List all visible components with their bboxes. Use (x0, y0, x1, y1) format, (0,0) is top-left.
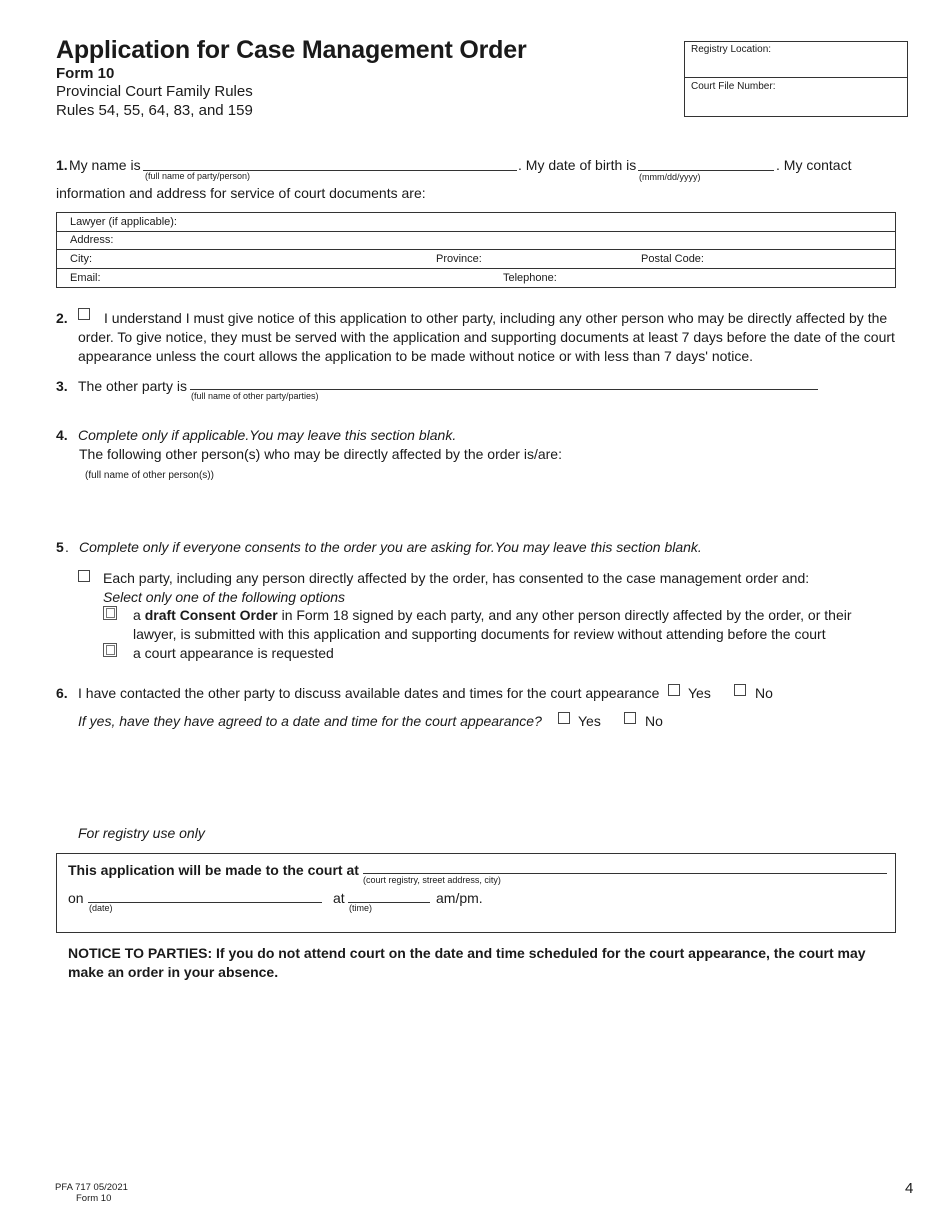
court-file-number-field[interactable] (685, 79, 907, 94)
section-2-number: 2. (56, 310, 68, 326)
dob-hint: (mmm/dd/yyyy) (639, 172, 701, 182)
registry-use-label: For registry use only (78, 825, 205, 841)
notice-checkbox[interactable] (78, 308, 90, 320)
date-hint: (date) (89, 903, 113, 913)
section-5-dot: . (65, 539, 69, 555)
consent-text: Each party, including any person directly affected by the order, has consented to the case management order and: (103, 570, 810, 586)
footer-form: Form 10 (76, 1193, 112, 1204)
option-2-text: a court appearance is requested (133, 645, 334, 661)
page-title: Application for Case Management Order (56, 36, 527, 64)
postal-code-label: Postal Code: (641, 253, 704, 265)
date-line[interactable] (88, 902, 322, 903)
section-4-text: The following other person(s) who may be directly affected by the order is/are: (79, 446, 562, 462)
draft-consent-order-checkbox[interactable] (103, 606, 117, 620)
telephone-label: Telephone: (503, 272, 557, 284)
section-6-text: I have contacted the other party to discuss available dates and times for the court appearance (78, 685, 660, 701)
consent-checkbox[interactable] (78, 570, 90, 582)
time-hint: (time) (349, 903, 372, 913)
province-label: Province: (436, 253, 482, 265)
made-to-court-text: This application will be made to the court at (68, 862, 359, 878)
registry-box (684, 41, 908, 117)
contacted-no-label: No (755, 685, 773, 701)
address-label: Address: (70, 234, 114, 246)
other-persons-hint: (full name of other person(s)) (85, 470, 214, 481)
lawyer-row[interactable] (57, 213, 895, 232)
section-1-line2: information and address for service of court documents are: (56, 185, 426, 201)
section-1-contact-text: . My contact (776, 157, 852, 173)
draft-consent-order-label: draft Consent Order (144, 607, 278, 623)
lawyer-label: Lawyer (if applicable): (70, 216, 177, 228)
rules-list: Rules 54, 55, 64, 83, and 159 (56, 102, 253, 119)
section-2-line3: appearance unless the court allows the application to be made without notice or with less than 7 days' notice. (78, 348, 754, 364)
notice-to-parties: NOTICE TO PARTIES: If you do not attend court on the date and time scheduled for the court appearance, the court may make an order in your absence. (68, 945, 866, 980)
email-row[interactable] (57, 269, 895, 287)
section-3-number: 3. (56, 378, 68, 394)
section-5-number: 5 (56, 539, 64, 555)
contacted-yes-checkbox[interactable] (668, 684, 680, 696)
section-4-instruction: Complete only if applicable.You may leave this section blank. (78, 427, 457, 443)
page-number: 4 (905, 1180, 914, 1197)
court-file-number-label: Court File Number: (691, 81, 776, 92)
section-3-text: The other party is (78, 378, 187, 394)
contacted-yes-label: Yes (688, 685, 711, 701)
court-location-hint: (court registry, street address, city) (363, 875, 501, 885)
registry-location-field[interactable] (685, 42, 907, 78)
address-row[interactable] (57, 231, 895, 250)
court-appearance-checkbox[interactable] (103, 643, 117, 657)
section-2-line2: order. To give notice, they must be served with the application and supporting documents at least 7 days before the date of the court (78, 329, 895, 345)
option-1-text (133, 607, 852, 623)
other-party-hint: (full name of other party/parties) (191, 391, 319, 401)
at-label: at (333, 890, 345, 906)
section-2-line1: I understand I must give notice of this application to other party, including any other person who may be directly affected by the (104, 310, 888, 326)
contact-table (56, 212, 896, 288)
section-6-question: If yes, have they have agreed to a date and time for the court appearance? (78, 713, 542, 729)
registry-use-box (56, 853, 896, 933)
court-location-line[interactable] (363, 873, 887, 874)
on-label: on (68, 890, 84, 906)
rules-title: Provincial Court Family Rules (56, 83, 253, 100)
section-1-my-name: My name is (69, 157, 141, 173)
agreed-no-label: No (645, 713, 663, 729)
contacted-no-checkbox[interactable] (734, 684, 746, 696)
section-1-number: 1. (56, 157, 68, 173)
select-one-text: Select only one of the following options (103, 589, 346, 605)
option-1-line2: lawyer, is submitted with this application and supporting documents for review without attending before the court (133, 626, 826, 642)
footer-code: PFA 717 05/2021 (55, 1182, 128, 1193)
agreed-yes-label: Yes (578, 713, 601, 729)
ampm-label: am/pm. (436, 890, 483, 906)
option-1-rest: in Form 18 signed by each party, and any other person directly affected by the order, or their (281, 607, 852, 623)
city-label: City: (70, 253, 92, 265)
section-4-number: 4. (56, 427, 68, 443)
section-1-dob-text: . My date of birth is (518, 157, 637, 173)
city-row[interactable] (57, 250, 895, 269)
party-name-hint: (full name of party/person) (145, 171, 251, 181)
section-6-number: 6. (56, 685, 68, 701)
option-1-article: a (133, 607, 141, 623)
registry-location-label: Registry Location: (691, 44, 772, 55)
agreed-yes-checkbox[interactable] (558, 712, 570, 724)
agreed-no-checkbox[interactable] (624, 712, 636, 724)
other-party-line[interactable] (190, 389, 818, 390)
form-number: Form 10 (56, 65, 115, 82)
email-label: Email: (70, 272, 101, 284)
section-5-instruction: Complete only if everyone consents to the order you are asking for.You may leave this section blank. (79, 539, 702, 555)
dob-line[interactable] (638, 170, 774, 171)
